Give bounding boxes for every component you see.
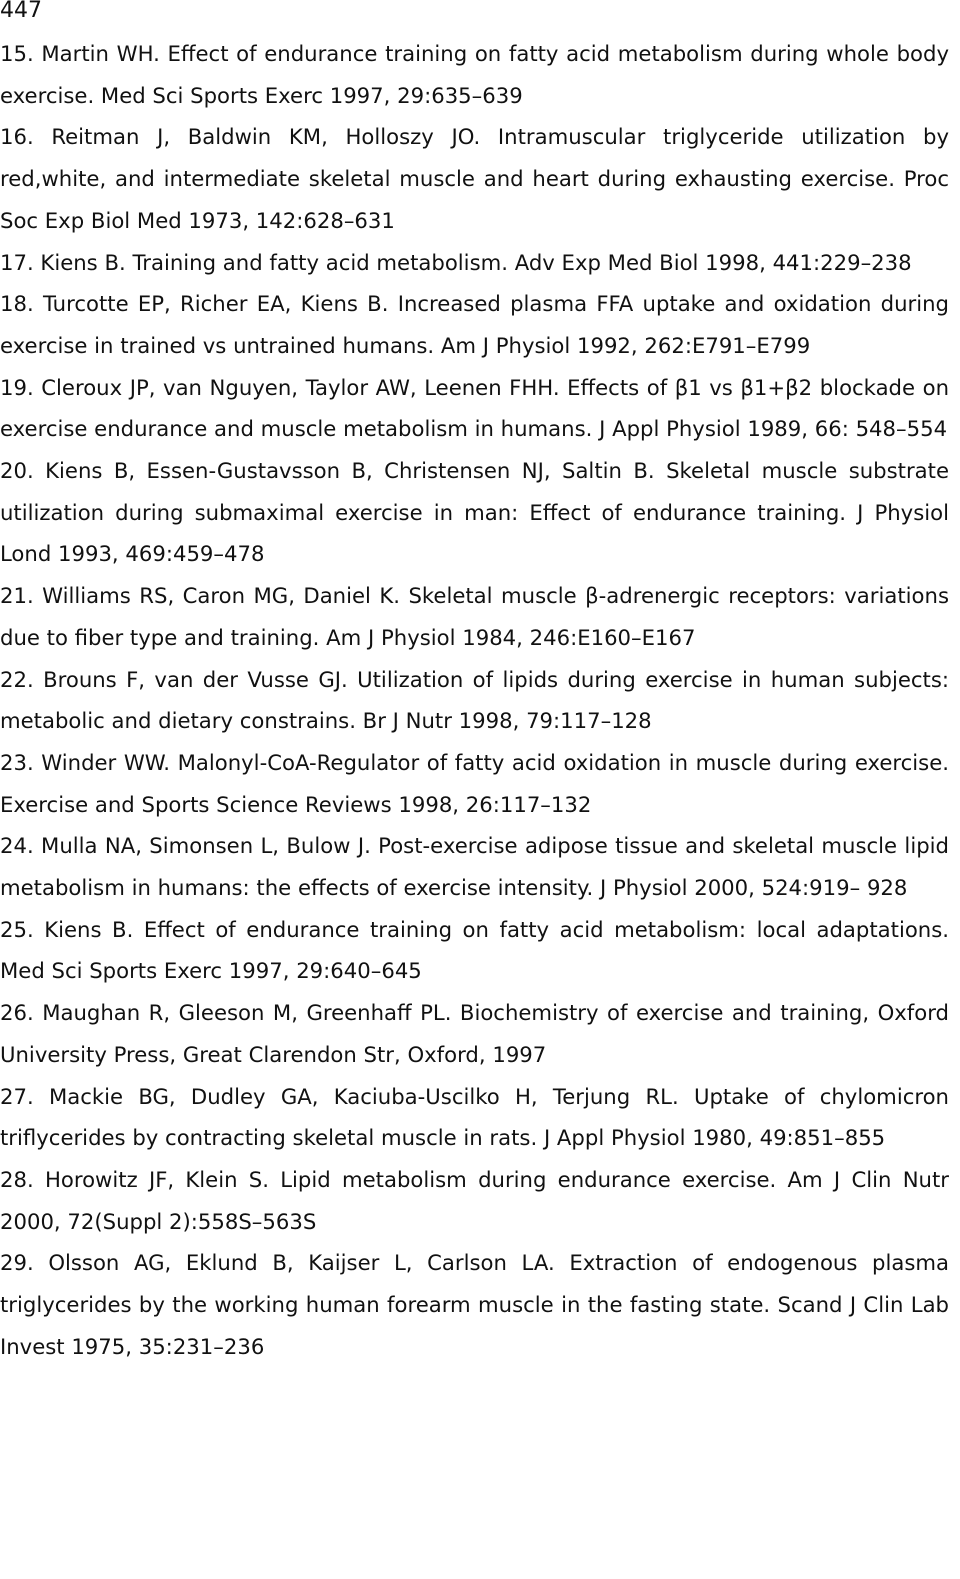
reference-item-27: 27. Mackie BG, Dudley GA, Kaciuba-Uscilko H, Terjung RL. Uptake of chylomicron triflycerides by contracting skeletal muscle in rats. J Appl Physiol 1980, 49:851–855 xyxy=(0,1083,949,1151)
page-number: 447 xyxy=(0,0,42,23)
reference-item-28: 28. Horowitz JF, Klein S. Lipid metabolism during endurance exercise. Am J Clin Nutr 2000, 72(Suppl 2):558S–563S xyxy=(0,1166,949,1234)
reference-item-15: 15. Martin WH. Effect of endurance training on fatty acid metabolism during whole body exercise. Med Sci Sports Exerc 1997, 29:635–639 xyxy=(0,41,949,108)
reference-item-20: 20. Kiens B, Essen-Gustavsson B, Christensen NJ, Saltin B. Skeletal muscle substrate utilization during submaximal exercise in man: Effect of endurance training. J Physiol Lond 1993, 469:459–478 xyxy=(0,458,949,567)
reference-item-26: 26. Maughan R, Gleeson M, Greenhaff PL. Biochemistry of exercise and training, Oxford University Press, Great Clarendon Str, Oxford, 1997 xyxy=(0,1000,949,1067)
reference-list xyxy=(0,33,949,1368)
reference-item-25: 25. Kiens B. Effect of endurance training on fatty acid metabolism: local adaptations. Med Sci Sports Exerc 1997, 29:640–645 xyxy=(0,916,949,984)
reference-item-19: 19. Cleroux JP, van Nguyen, Taylor AW, Leenen FHH. Effects of β1 vs β1+β2 blockade on exercise endurance and muscle metabolism in humans. J Appl Physiol 1989, 66: 548–554 xyxy=(0,374,949,442)
reference-item-29: 29. Olsson AG, Eklund B, Kaijser L, Carlson LA. Extraction of endogenous plasma triglycerides by the working human forearm muscle in the fasting state. Scand J Clin Lab Invest 1975, 35:231–236 xyxy=(0,1250,949,1359)
reference-item-23: 23. Winder WW. Malonyl-CoA-Regulator of fatty acid oxidation in muscle during exercise. Exercise and Sports Science Reviews 1998, 26:117–132 xyxy=(0,749,949,817)
reference-item-22: 22. Brouns F, van der Vusse GJ. Utilization of lipids during exercise in human subjects: metabolic and dietary constrains. Br J Nutr 1998, 79:117–128 xyxy=(0,666,949,734)
reference-item-21: 21. Williams RS, Caron MG, Daniel K. Skeletal muscle β-adrenergic receptors: variations due to fiber type and training. Am J Physiol 1984, 246:E160–E167 xyxy=(0,583,949,650)
reference-item-16: 16. Reitman J, Baldwin KM, Holloszy JO. Intramuscular triglyceride utilization by red,white, and intermediate skeletal muscle and heart during exhausting exercise. Proc Soc Exp Biol Med 1973, 142:628–631 xyxy=(0,124,949,233)
reference-item-18: 18. Turcotte EP, Richer EA, Kiens B. Increased plasma FFA uptake and oxidation during exercise in trained vs untrained humans. Am J Physiol 1992, 262:E791–E799 xyxy=(0,291,949,358)
reference-item-17: 17. Kiens B. Training and fatty acid metabolism. Adv Exp Med Biol 1998, 441:229–238 xyxy=(0,249,912,275)
reference-item-24: 24. Mulla NA, Simonsen L, Bulow J. Post-exercise adipose tissue and skeletal muscle lipid metabolism in humans: the effects of exercise intensity. J Physiol 2000, 524:919– 928 xyxy=(0,833,949,901)
